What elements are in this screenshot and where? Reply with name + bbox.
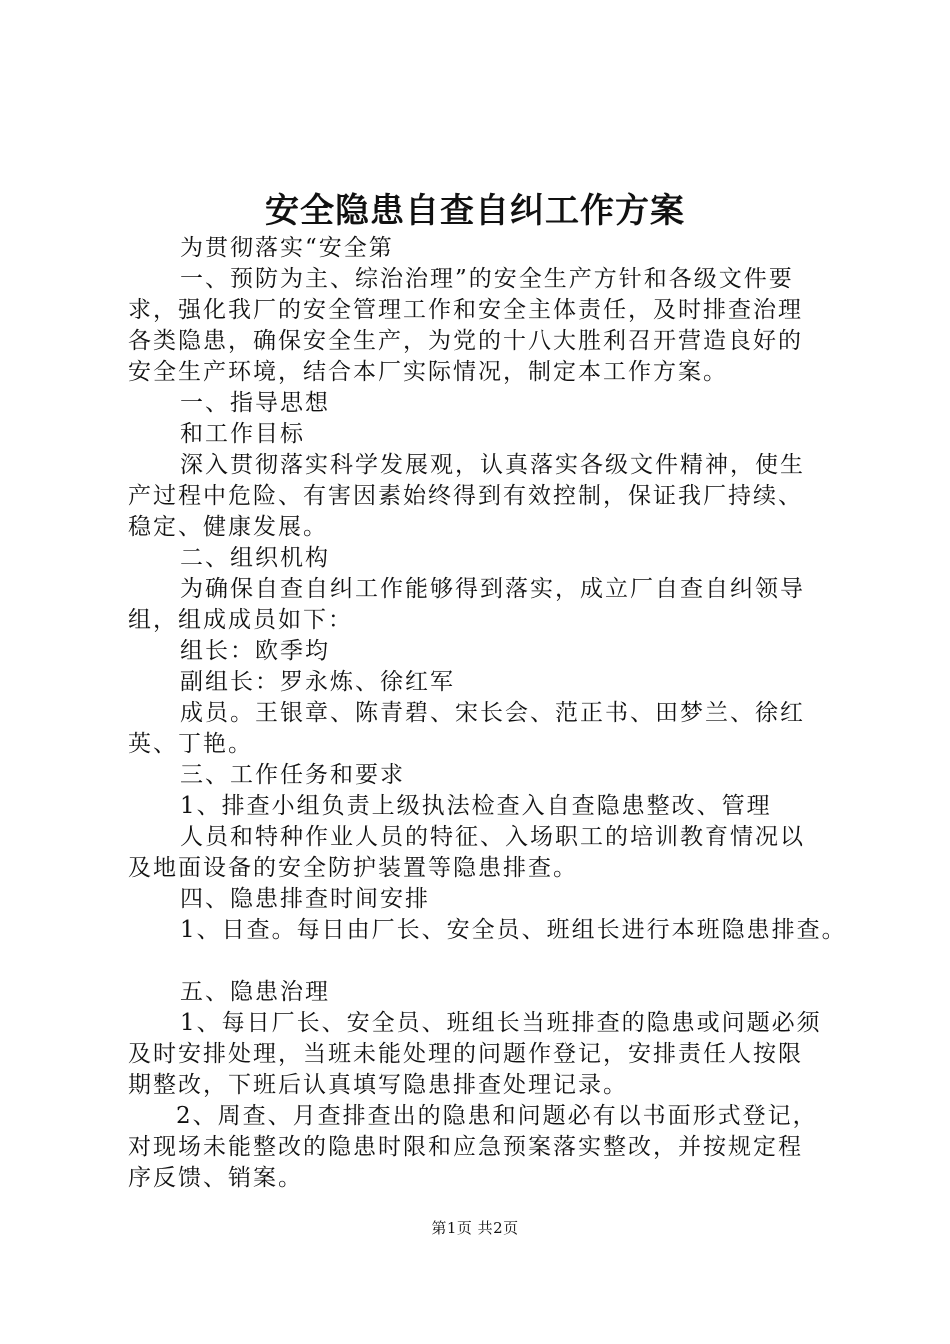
paragraph-line: 期整改，下班后认真填写隐患排查处理记录。 [128, 1072, 628, 1098]
paragraph-line: 成员。王银章、陈青碧、宋长会、范正书、田梦兰、徐红 [180, 700, 805, 726]
section-heading: 一、指导思想 [180, 390, 330, 416]
paragraph-line: 1、日查。每日由厂长、安全员、班组长进行本班隐患排查。 [180, 917, 847, 943]
paragraph-line: 及时安排处理，当班未能处理的问题作登记，安排责任人按限 [128, 1041, 803, 1067]
paragraph-line: 副组长：罗永炼、徐红军 [180, 669, 455, 695]
document-title: 安全隐患自查自纠工作方案 [265, 191, 685, 231]
section-heading: 五、隐患治理 [180, 979, 330, 1005]
paragraph-line: 对现场未能整改的隐患时限和应急预案落实整改，并按规定程 [128, 1134, 803, 1160]
document-body [128, 233, 847, 1194]
paragraph-line: 各类隐患，确保安全生产，为党的十八大胜利召开营造良好的 [128, 328, 803, 354]
paragraph-line: 产过程中危险、有害因素始终得到有效控制，保证我厂持续、 [128, 483, 803, 509]
paragraph-line: 稳定、健康发展。 [128, 514, 328, 540]
paragraph-line: 求，强化我厂的安全管理工作和安全主体责任，及时排查治理 [128, 297, 803, 323]
section-heading: 三、工作任务和要求 [180, 762, 405, 788]
page-footer: 第1页 共2页 [431, 1219, 519, 1237]
blank-line [128, 946, 828, 977]
paragraph-line: 安全生产环境，结合本厂实际情况，制定本工作方案。 [128, 359, 728, 385]
paragraph-line: 及地面设备的安全防护装置等隐患排查。 [128, 855, 578, 881]
section-heading: 二、组织机构 [180, 545, 330, 571]
paragraph-line: 深入贯彻落实科学发展观，认真落实各级文件精神，使生 [180, 452, 805, 478]
paragraph-line: 人员和特种作业人员的特征、入场职工的培训教育情况以 [180, 824, 805, 850]
paragraph-line: 1、每日厂长、安全员、班组长当班排查的隐患或问题必须 [180, 1010, 822, 1036]
paragraph-line: 一、预防为主、综治治理”的安全生产方针和各级文件要 [180, 266, 794, 292]
paragraph-line: 2、周查、月查排查出的隐患和问题必有以书面形式登记， [176, 1103, 818, 1129]
paragraph-line: 序反馈、销案。 [128, 1165, 303, 1191]
paragraph-line: 组，组成成员如下： [128, 607, 353, 633]
section-heading: 四、隐患排查时间安排 [180, 886, 430, 912]
section-heading: 和工作目标 [180, 421, 305, 447]
paragraph-line: 为确保自查自纠工作能够得到落实，成立厂自查自纠领导 [180, 576, 805, 602]
paragraph-line: 英、丁艳。 [128, 731, 253, 757]
paragraph-line: 为贯彻落实“安全第 [180, 235, 394, 261]
paragraph-line: 1、排查小组负责上级执法检查入自查隐患整改、管理 [180, 793, 772, 819]
paragraph-line: 组长：欧季均 [180, 638, 330, 664]
